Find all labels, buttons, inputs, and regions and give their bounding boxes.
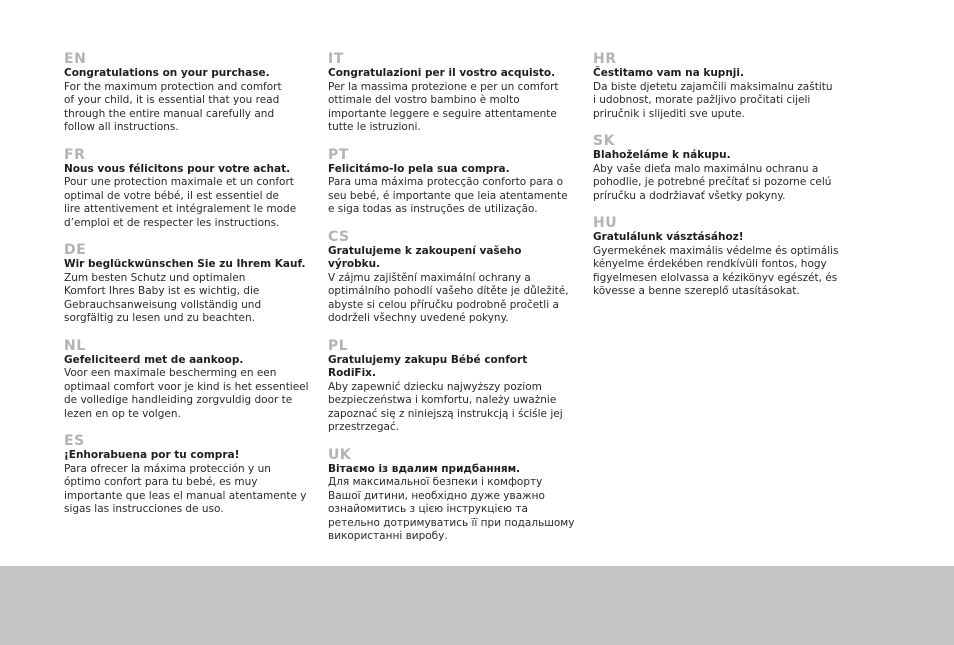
section-body: Pour une protection maximale et un confort optimal de votre bébé, il est essentiel de lire attentivement et intégralement le mode d’emploi et de respecter les instructions. [64,176,297,229]
section-body: V zájmu zajištění maximální ochrany a optimálního pohodlí vašeho dítěte je důležité, abyste si celou příručku podrobně pročetli a dodrželi všechny uvedené pokyny. [328,271,569,324]
language-code: HR [593,51,617,67]
section-heading: Nous vous félicitons pour votre achat. [64,162,291,175]
language-code: FR [64,146,86,163]
section-heading: Congratulazioni per il vostro acquisto. [328,67,556,79]
section-heading: Blahoželáme k nákupu. [593,149,731,161]
section-heading: Wir beglückwünschen Sie zu Ihrem Kauf. [64,258,306,270]
language-code: DE [64,242,87,258]
language-code: UK [328,446,352,463]
section-body: Aby zapewnić dziecku najwyższy poziom bezpieczeństwa i komfortu, należy uważnie zapoznać się z niniejszą instrukcją i ściśle jej przestrzegać. [328,380,563,433]
section-body: Per la massima protezione e per un comfort ottimale del vostro bambino è molto importante leggere e seguire attentamente tutte le istruzioni. [328,80,559,133]
section-body: Zum besten Schutz und optimalen Komfort Ihres Baby ist es wichtig, die Gebrauchsanweisung vollständig und sorgfältig zu lesen und zu beachten. [64,271,262,324]
section-de [64,242,314,326]
section-body: Voor een maximale bescherming en een optimaal comfort voor je kind is het essentieel de volledige handleiding zorgvuldig door te lezen en op te volgen. [64,367,309,420]
section-heading: Gratulujeme k zakoupení vašeho výrobku. [328,244,522,270]
section-heading: Felicitámo-lo pela sua compra. [328,162,510,175]
section-body: Gyermekének maximális védelme és optimális kényelme érdekében rendkívüli fontos, hogy figyelmesen elolvassa a kézikönyv egészét, és kövesse a benne szereplő utasításokat. [593,244,839,297]
section-heading: ¡Enhorabuena por tu compra! [64,449,240,461]
section-pl [328,338,578,435]
section-pt [328,147,578,217]
language-code: NL [64,337,86,354]
language-code: IT [328,51,344,67]
language-code: CS [328,228,350,245]
language-code: ES [64,433,85,449]
section-heading: Вітаємо із вдалим придбанням. [328,462,521,475]
section-nl [64,338,314,422]
column-3 [593,51,843,311]
section-heading: Gefeliciteerd met de aankoop. [64,353,244,366]
footer-band [0,566,954,645]
section-heading: Congratulations on your purchase. [64,67,270,79]
section-heading: Gratulálunk vásztásához! [593,231,744,243]
section-body: Aby vaše dieťa malo maximálnu ochranu a pohodlie, je potrebné prečítať si pozorne celú príručku a dodržiavať všetky pokyny. [593,162,832,202]
section-hr [593,51,843,121]
column-2 [328,51,578,556]
section-hu [593,215,843,299]
section-en [64,51,314,135]
section-uk [328,447,578,544]
section-cs [328,229,578,326]
section-it [328,51,578,135]
section-fr [64,147,314,231]
section-body: Para uma máxima protecção conforto para o seu bebé, é importante que leia atentamente e siga todas as instruções de utilização. [328,176,568,215]
language-code: HU [593,215,618,231]
section-heading: Gratulujemy zakupu Bébé confort RodiFix. [328,353,528,379]
section-body: For the maximum protection and comfort of your child, it is essential that you read through the entire manual carefully and follow all instructions. [64,80,282,133]
section-body: Para ofrecer la máxima protección y un óptimo confort para tu bebé, es muy importante que leas el manual atentamente y sigas las instrucciones de uso. [64,462,307,515]
section-body: Da biste djetetu zajamčili maksimalnu zaštitu i udobnost, morate pažljivo pročitati cijeli priručnik i slijediti sve upute. [593,80,833,120]
section-sk [593,133,843,203]
language-code: PT [328,146,349,163]
language-code: SK [593,133,615,149]
section-es [64,433,314,517]
column-1 [64,51,314,529]
language-code: EN [64,51,87,67]
language-code: PL [328,337,349,354]
section-heading: Čestitamo vam na kupnji. [593,67,744,79]
section-body: Для максимальної безпеки і комфорту Вашої дитини, необхідно дуже уважно ознайомитись з цією інструкцією та ретельно дотримуватись її при подальшому використанні виробу. [328,476,575,542]
